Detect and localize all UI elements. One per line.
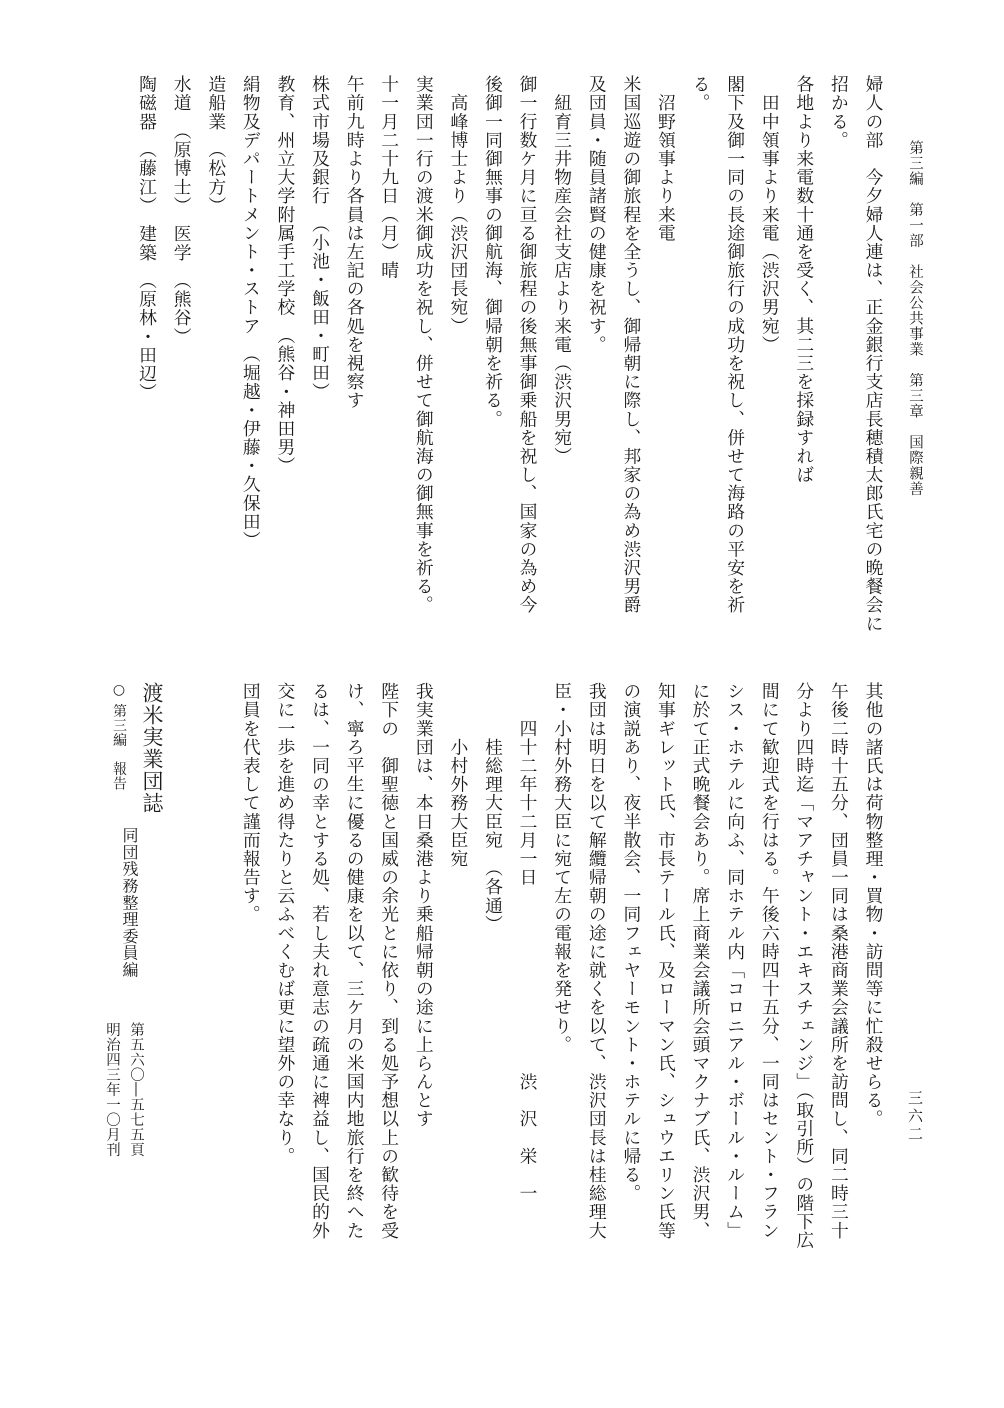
journal-editor: 同団残務整理委員編 — [120, 827, 139, 979]
page-number: 三六二 — [906, 1090, 924, 1144]
lower-text-column: 分より四時迄「マアチャント・エキスチェンジ」（取引所）の階下広 — [793, 682, 815, 1250]
upper-text-column: 沼野領事より来電 — [655, 75, 677, 243]
upper-text-column: 紐育三井物産会社支店より来電（渋沢男宛） — [551, 75, 573, 466]
lower-text-column: 其他の諸氏は荷物整理・買物・訪問等に忙殺せらる。 — [863, 682, 884, 1129]
lower-text-column: 小村外務大臣宛 — [447, 682, 469, 868]
lower-text-column: 我団は明日を以て解纜帰朝の途に就くを以て、渋沢団長は桂総理大 — [586, 682, 608, 1240]
lower-text-column: シス・ホテルに向ふ、同ホテル内「コロニアル・ボール・ルーム」 — [724, 682, 746, 1240]
lower-text-column: 臣・小村外務大臣に宛て左の電報を発せり。 — [551, 682, 573, 1054]
lower-text-column: 四十二年十二月一日 渋 沢 栄 一 — [517, 682, 539, 1203]
lower-text-column: 知事ギレット氏、市長テール氏、及ローマン氏、シュウエリン氏等 — [655, 682, 677, 1240]
upper-text-column: 後御一同御無事の御航海、御帰朝を祈る。 — [482, 75, 504, 429]
upper-text-block — [60, 75, 890, 635]
journal-publication — [100, 1022, 148, 1157]
upper-text-column: 実業団一行の渡米御成功を祝し、併せて御航海の御無事を祈る。 — [413, 75, 435, 615]
journal-date: 明治四三年一〇月刊 — [104, 1022, 120, 1157]
lower-text-column: 間にて歓迎式を行はる。午後六時四十五分、一同はセント・フラン — [759, 682, 781, 1240]
upper-text-column: 絹物及デパートメント・ストア （堀越・伊藤・久保田） — [240, 75, 262, 550]
lower-text-column: 陛下の 御聖徳と国威の余光とに依り、到る処予想以上の歓待を受 — [378, 682, 400, 1240]
upper-text-column: 株式市場及銀行 （小池・飯田・町田） — [309, 75, 331, 401]
lower-text-column: 我実業団は、本日桑港より乗船帰朝の途に上らんとす — [413, 682, 435, 1129]
journal-note: ○ 第三編 報告 — [111, 682, 127, 791]
lower-text-column: 交に一歩を進め得たりと云ふべくむば更に望外の幸なり。 — [274, 682, 296, 1166]
upper-text-column: 婦人の部 今夕婦人連は、正金銀行支店長穂積太郎氏宅の晩餐会に — [863, 75, 884, 633]
journal-title: 渡米実業団誌 — [140, 682, 164, 814]
upper-text-column: 閣下及御一同の長途御旅行の成功を祝し、併せて海路の平安を祈 — [724, 75, 746, 615]
lower-text-block — [170, 682, 890, 1250]
upper-text-column: 高峰博士より（渋沢団長宛） — [447, 75, 469, 336]
lower-text-column: 桂総理大臣宛 （各通） — [482, 682, 504, 934]
upper-text-column: 造船業 （松方） — [205, 75, 227, 215]
upper-text-column: 水道 （原博士） 医学 （熊谷） — [171, 75, 193, 346]
upper-text-column: 御一行数ケ月に亘る御旅程の後無事御乗船を祝し、国家の為め今 — [517, 75, 539, 615]
upper-text-column: 十一月二十九日（月）晴 — [378, 75, 400, 280]
lower-text-column: 団員を代表して謹而報告す。 — [240, 682, 262, 924]
journal-pages: 第五六〇―五七五頁 — [128, 1022, 144, 1157]
upper-text-column: 午前九時より各員は左記の各処を視察す — [344, 75, 366, 410]
upper-text-column: る。 — [690, 75, 712, 113]
lower-text-column: の演説あり、夜半散会、一同フェヤーモント・ホテルに帰る。 — [620, 682, 642, 1203]
upper-text-column: 及団員・随員諸賢の健康を祝す。 — [586, 75, 608, 354]
upper-text-column: 招かる。 — [828, 75, 850, 150]
upper-text-column: 田中領事より来電（渋沢男宛） — [759, 75, 781, 354]
lower-text-column: に於て正式晩餐会あり。席上商業会議所会頭マクナブ氏、渋沢男、 — [690, 682, 712, 1240]
lower-text-column: るは、一同の幸とする処、若し夫れ意志の疏通に裨益し、国民的外 — [309, 682, 331, 1240]
upper-text-column: 米国巡遊の御旅程を全うし、御帰朝に際し、邦家の為め渋沢男爵 — [620, 75, 642, 615]
upper-text-column: 陶磁器 （藤江） 建築 （原林・田辺） — [136, 75, 158, 402]
upper-text-column: 教育、州立大学附属手工学校 （熊谷・神田男） — [274, 75, 296, 476]
running-header: 第三編 第一部 社会公共事業 第三章 国際親善 — [907, 140, 923, 497]
upper-text-column: 各地より来電数十通を受く、其二三を採録すれば — [793, 75, 815, 484]
lower-text-column: 午後二時十五分、団員一同は桑港商業会議所を訪問し、同二時三十 — [828, 682, 850, 1240]
lower-text-column: け、寧ろ平生に優るの健康を以て、三ケ月の米国内地旅行を終へた — [344, 682, 366, 1240]
